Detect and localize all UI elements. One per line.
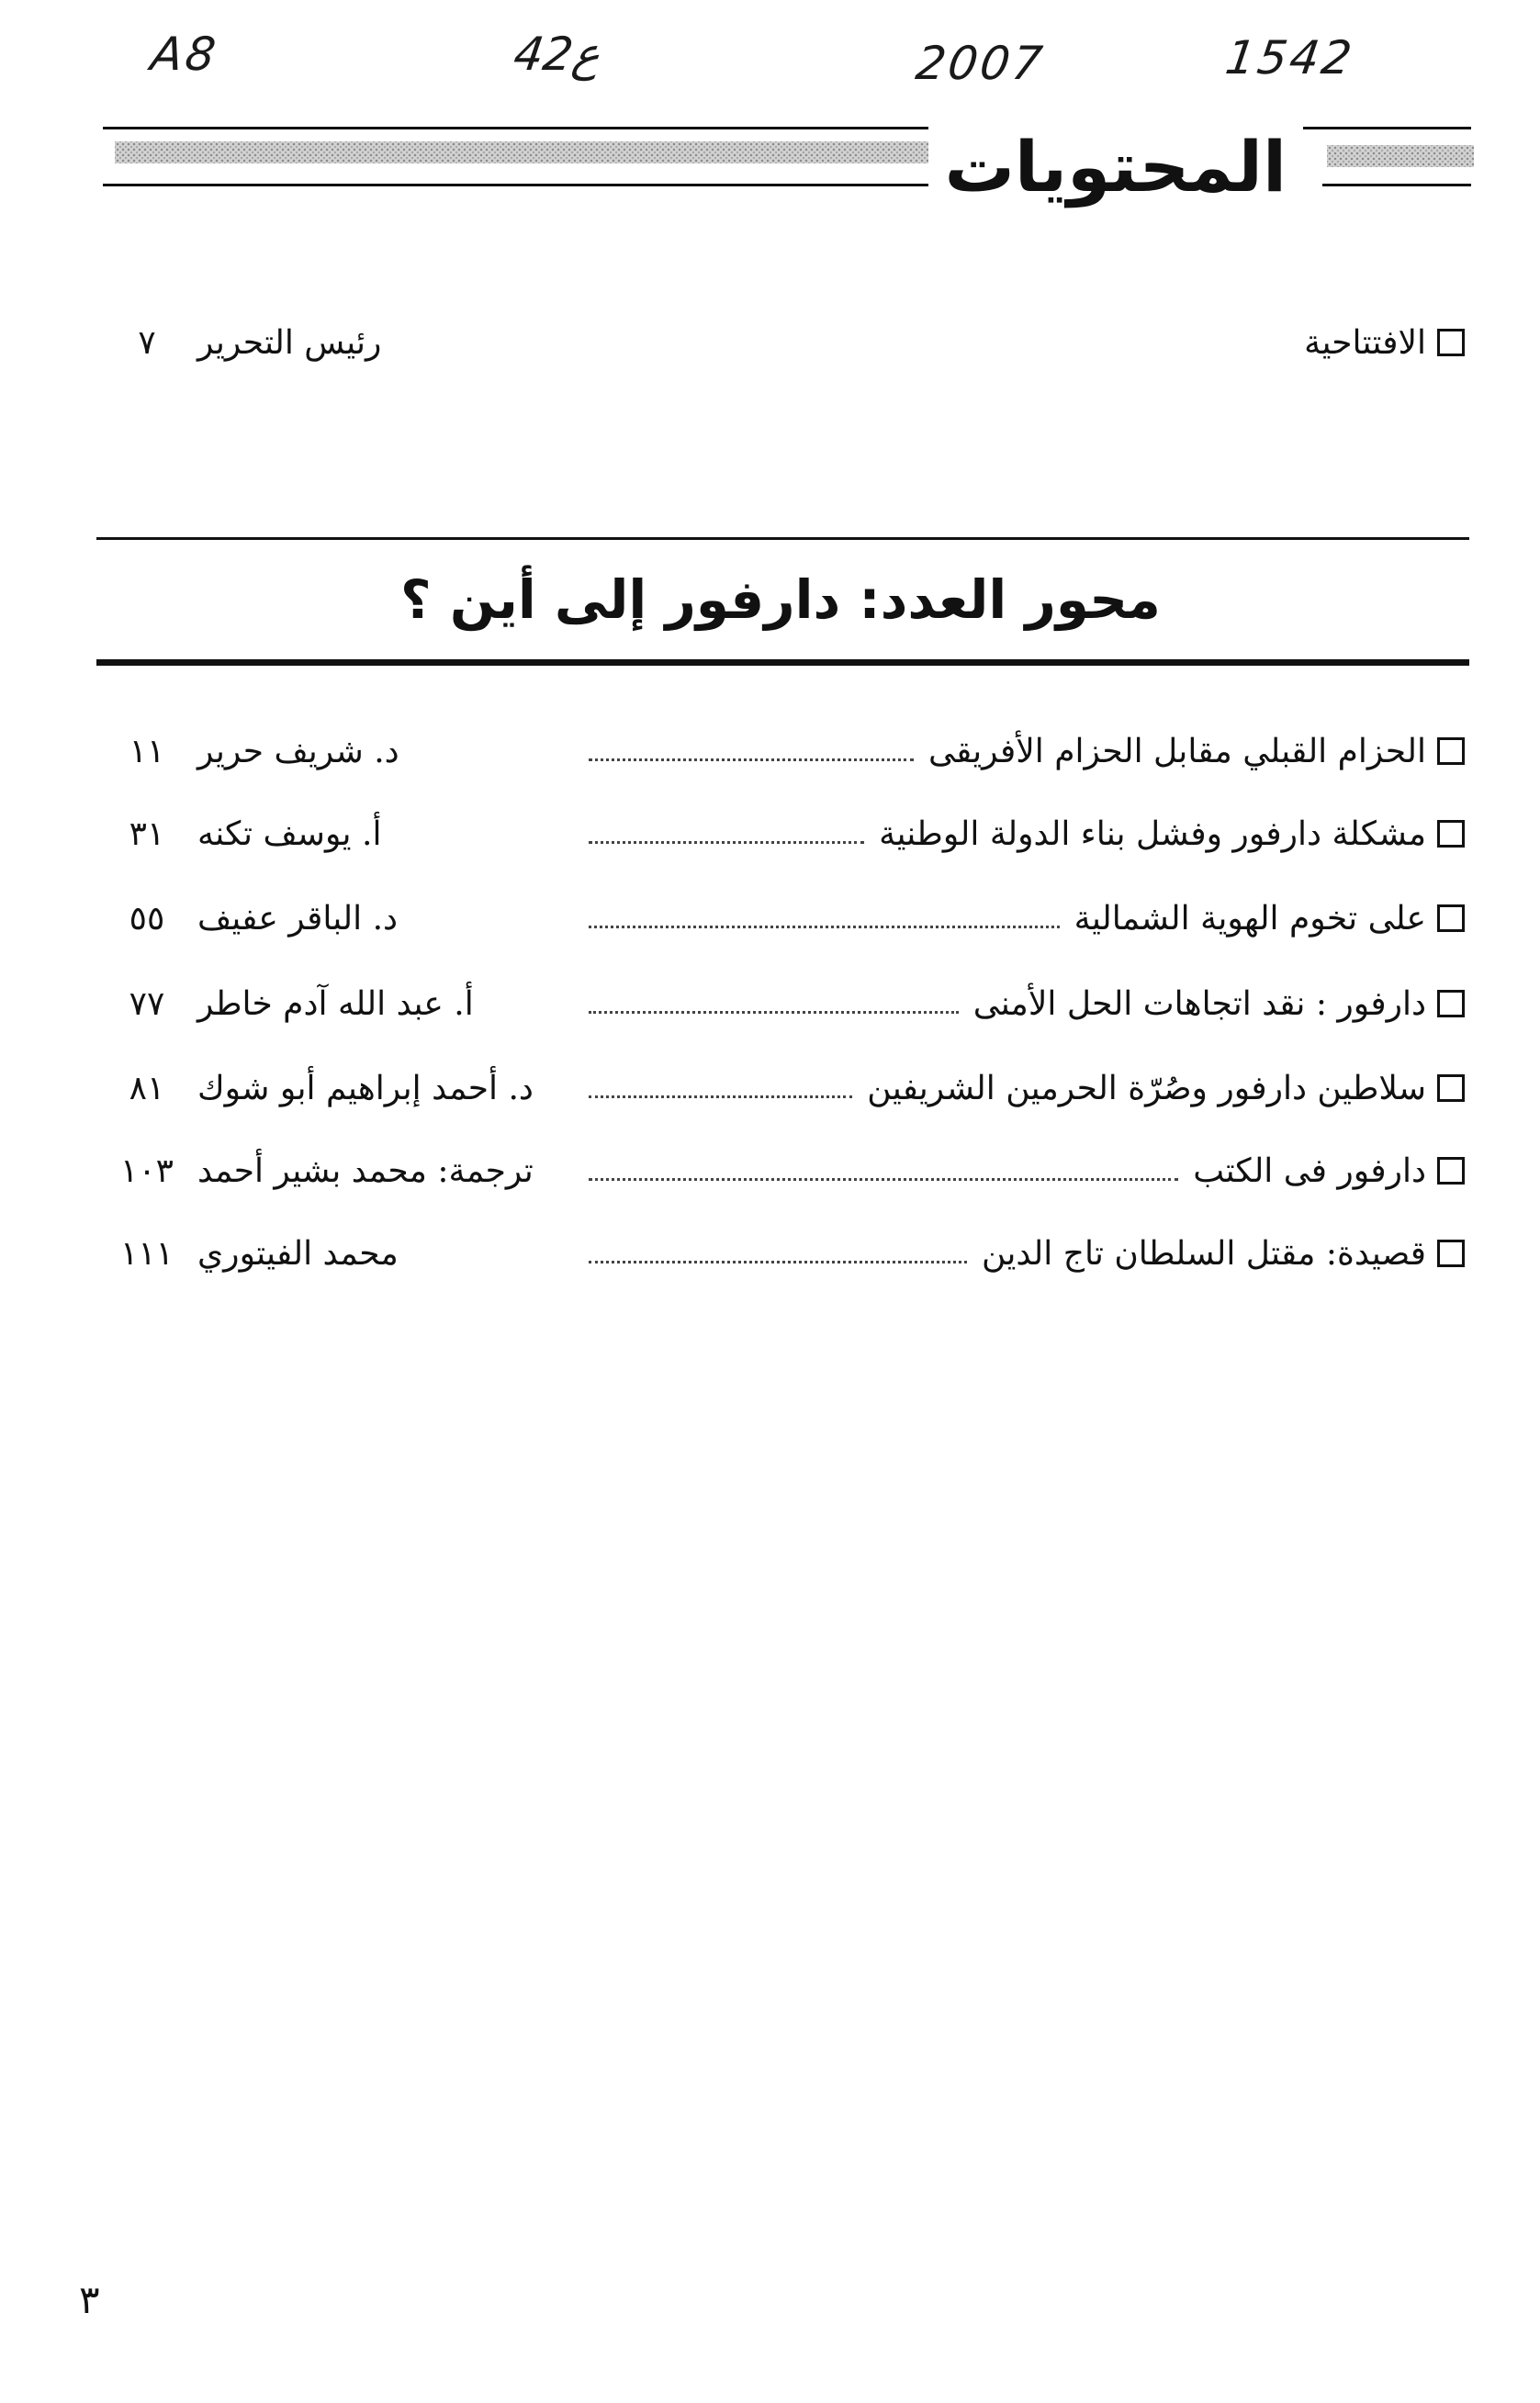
editorial-page: ٧ — [138, 323, 156, 362]
handwritten-code: A8 — [147, 28, 222, 81]
handwritten-year: 2007 — [912, 37, 1049, 90]
dot-leader — [589, 841, 864, 844]
entry-page: ١٠٣ — [119, 1151, 174, 1190]
toc-entry — [96, 891, 1465, 946]
toc-entry — [96, 976, 1465, 1031]
entry-page: ٧٧ — [129, 984, 165, 1023]
entry-page: ٨١ — [129, 1069, 165, 1107]
page-number: ٣ — [79, 2277, 100, 2322]
entry-author: د. شريف حرير — [197, 732, 399, 770]
checkbox-icon — [1437, 904, 1465, 932]
entry-title: سلاطين دارفور وصُرّة الحرمين الشريفين — [867, 1069, 1426, 1107]
entry-author: د. أحمد إبراهيم أبو شوك — [197, 1069, 534, 1107]
dot-leader — [589, 926, 1060, 928]
theme-top-rule — [96, 537, 1469, 540]
entry-author: محمد الفيتوري — [197, 1234, 399, 1273]
dot-leader — [589, 1095, 852, 1098]
theme-bottom-rule — [96, 659, 1469, 666]
toc-entry — [96, 1143, 1465, 1198]
toc-entry — [96, 724, 1465, 779]
checkbox-icon — [1437, 329, 1465, 356]
handwritten-number: 42ع — [510, 28, 604, 81]
header-bottom-rule-right — [1322, 184, 1471, 186]
entry-author: أ. عبد الله آدم خاطر — [197, 984, 474, 1023]
checkbox-icon — [1437, 737, 1465, 765]
entry-author: أ. يوسف تكنه — [197, 814, 382, 853]
toc-entry — [96, 1226, 1465, 1281]
entry-page: ٥٥ — [129, 899, 165, 938]
checkbox-icon — [1437, 1074, 1465, 1102]
entry-page: ٣١ — [129, 814, 165, 853]
entry-title: مشكلة دارفور وفشل بناء الدولة الوطنية — [879, 814, 1426, 853]
toc-entry — [96, 806, 1465, 861]
entry-title: دارفور فى الكتب — [1193, 1151, 1426, 1190]
dot-leader — [589, 1011, 959, 1014]
editorial-row — [96, 315, 1465, 370]
checkbox-icon — [1437, 1157, 1465, 1185]
handwritten-serial: 1542 — [1221, 31, 1358, 84]
entry-author: ترجمة: محمد بشير أحمد — [197, 1151, 534, 1190]
dot-leader — [589, 758, 914, 761]
checkbox-icon — [1437, 1240, 1465, 1267]
page-title: المحتويات — [928, 121, 1303, 213]
entry-title: قصيدة: مقتل السلطان تاج الدين — [981, 1234, 1426, 1273]
editorial-author: رئيس التحرير — [197, 323, 382, 362]
entry-page: ١١١ — [119, 1234, 174, 1273]
header-halftone-left — [115, 141, 1001, 163]
checkbox-icon — [1437, 820, 1465, 848]
header-bottom-rule-left — [103, 184, 1003, 186]
entry-title: الحزام القبلي مقابل الحزام الأفريقى — [927, 732, 1426, 770]
entry-title: دارفور : نقد اتجاهات الحل الأمنى — [972, 984, 1426, 1023]
dot-leader — [589, 1178, 1178, 1181]
entry-title: على تخوم الهوية الشمالية — [1074, 899, 1426, 938]
checkbox-icon — [1437, 990, 1465, 1017]
editorial-title: الافتتاحية — [1304, 323, 1426, 362]
entry-author: د. الباقر عفيف — [197, 899, 399, 938]
toc-entry — [96, 1061, 1465, 1116]
theme-title: محور العدد: دارفور إلى أين ؟ — [400, 568, 1161, 631]
header-halftone-right — [1327, 145, 1474, 167]
entry-page: ١١ — [129, 732, 165, 770]
dot-leader — [589, 1261, 967, 1263]
